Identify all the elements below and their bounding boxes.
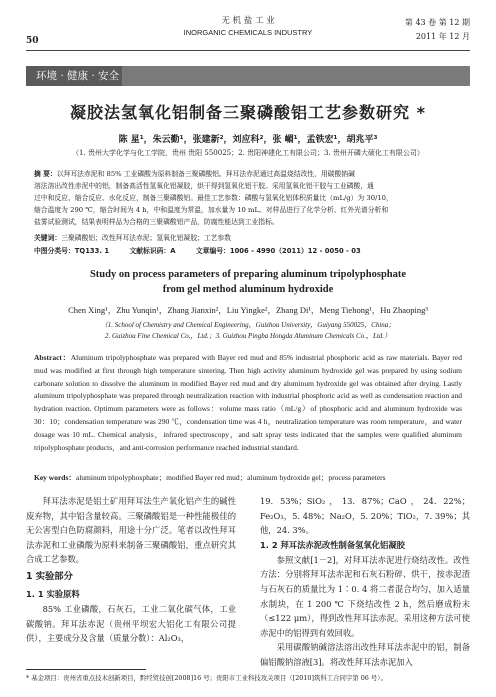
running-header bbox=[26, 14, 470, 50]
abstract-line-3: 过中和反应、缩合反应、水化反应，制备三聚磷酸铝。最佳工艺参数：磷酸与氢氧化铝体积质量比（mL/g）为 30/10， bbox=[34, 194, 393, 202]
keywords-label: 关键词： bbox=[34, 234, 62, 242]
article-title: 凝胶法氢氧化铝制备三聚磷酸铝工艺参数研究 * bbox=[70, 103, 426, 122]
header-rule bbox=[26, 50, 470, 51]
english-affil-line-1: （1. School of Chemistry and Chemical Engineering，Guizhou University，Guiyang 550025，China； bbox=[100, 321, 396, 329]
english-title-line-2: from gel method aluminum hydroxide bbox=[162, 284, 334, 295]
body-column-right bbox=[260, 494, 470, 670]
body-column-left bbox=[26, 494, 236, 646]
classification-line bbox=[34, 245, 462, 255]
method-paragraph-2: 采用碳酸钠碱溶法溶出改性拜耳法赤泥中的铝，制备偏铝酸钠溶液[3]。将改性拜耳法赤泥加入 bbox=[260, 642, 470, 667]
english-title bbox=[26, 267, 470, 297]
subsection-heading-1-1: 1. 1 实验原料 bbox=[26, 588, 80, 599]
abstract-label: 摘 要： bbox=[34, 170, 57, 178]
keywords-text: 三聚磷酸铝；改性拜耳法赤泥；氢氧化铝凝胶；工艺参数 bbox=[61, 234, 232, 242]
journal-name-en: INORGANIC CHEMICALS INDUSTRY bbox=[183, 28, 313, 37]
abstract-line-5: 盐雾试验测试，结果表明样品为合格的三聚磷酸铝产品，防腐性能达到工业指标。 bbox=[34, 218, 279, 226]
document-code: 文献标识码：A bbox=[129, 247, 176, 255]
section-heading-1: 1 实验部分 bbox=[26, 570, 73, 582]
page-number: 50 bbox=[26, 36, 39, 46]
subsection-heading-1-2: 1. 2 拜耳法赤泥改性制备氢氧化铝凝胶 bbox=[260, 539, 405, 550]
abstract-line-2: 溶法溶出改性赤泥中的铝，制备高活性氢氧化铝凝胶，烘干得到氢氧化铝干胶。采用氢氧化铝干胶与工业磷酸，通 bbox=[34, 182, 374, 190]
section-band-label: 环境 · 健康 · 安全 bbox=[26, 66, 122, 86]
abstract-cn bbox=[34, 168, 462, 228]
issue-date: 2011 年 12 月 bbox=[415, 32, 470, 41]
english-abstract-label: Abstract： bbox=[34, 353, 71, 362]
english-affil-line-2: 2. Guizhou Fine Chemical Co.，Ltd.；3. Guizhou Pingba Hongda Aluminum Chemicals Co.，Ltd.） bbox=[104, 332, 392, 340]
keywords-cn bbox=[34, 232, 462, 242]
funding-footnote: * 基金项目：贵州省重点技术创新项目，黔经贸技创[2008]16 号；贵阳市工业科技攻关项目（[2010]筑科工合同字第 06 号）。 bbox=[26, 674, 387, 682]
footnote-rule bbox=[26, 669, 146, 670]
journal-name-cn: 无 机 盐 工 业 bbox=[221, 16, 275, 26]
abstract-line-1: 以拜耳法赤泥和 85% 工业磷酸为原料制备三聚磷酸铝。拜耳法赤泥通过高温烧结改性，用碳酸钠碱 bbox=[56, 170, 355, 178]
composition-paragraph: 19. 53%；SiO₂，13. 87%；CaO，24. 22%；Fe₂O₃，5. 48%；Na₂O，5. 20%；TiO₂，7. 39%；其他，24. 3%。 bbox=[260, 496, 470, 536]
english-keywords-text: aluminum tripolyphosphate；modified Bayer red mud；aluminum hydroxide gel；process parameters bbox=[75, 473, 386, 482]
english-authors: Chen Xing¹，Zhu Yunqin¹，Zhang Jianxin²，Liu Yingke²，Zhang Di¹，Meng Tiehong¹，Hu Zhaoping³ bbox=[68, 305, 428, 315]
english-keywords bbox=[34, 472, 462, 483]
clc-number: 中图分类号：TQ133. 1 bbox=[34, 247, 110, 255]
english-affiliations bbox=[26, 320, 470, 342]
volume-issue: 第 43 卷 第 12 期 bbox=[404, 18, 470, 27]
intro-paragraph: 拜耳法赤泥是铝土矿用拜耳法生产氧化铝产生的碱性废弃物，其中铝含量较高。三聚磷酸铝是一种性能极佳的无公害型白色防腐颜料，用途十分广泛。笔者以改性拜耳法赤泥和工业磷酸为原料来制备三聚磷酸铝，重点研究其合成工艺参数。 bbox=[26, 496, 236, 565]
english-abstract bbox=[34, 352, 462, 454]
article-id: 文章编号：1006 - 4990（2011）12 - 0050 - 03 bbox=[195, 247, 361, 255]
english-abstract-text: Aluminum tripolyphosphate was prepared with Bayer red mud and 85% industrial phosphoric acid as raw materials. Bayer red mud was modified at first through high temperature sintering. Then high activity aluminum hydroxide gel was prepared by using sodium carbonate solution to dissolve the aluminum in modified Bayer red mud and dry aluminum hydroxide gel was obtained after drying. Lastly aluminum tripolyphosphate was prepared through neutralization reaction with industrial phosphoric acid as well as condensation reaction and hydration reaction. Optimum parameters were as follows：volume mass ratio（mL/g）of phosphoric acid and aluminum hydroxide was 30：10；condensation temperature was 290 ℃，condensation time was 4 h，neutralization temperature was room temperature，and water dosage was 10 mL. Chemical analysis，infrared spectroscopy，and salt spray tests indicated that the samples were qualified aluminum tripolyphosphate products，and anti-corrosion performance reached industrial standard. bbox=[34, 353, 462, 452]
section-band bbox=[26, 66, 470, 86]
abstract-line-4: 缩合温度为 290 ℃，缩合时间为 4 h，中和温度为常温，加水量为 10 mL。对样品进行了化学分析、红外光谱分析和 bbox=[34, 206, 389, 214]
english-title-line-1: Study on process parameters of preparing aluminum tripolyphosphate bbox=[89, 269, 407, 280]
method-paragraph: 参照文献[1－2]，对拜耳法赤泥进行烧结改性。改性方法：分别将拜耳法赤泥和石灰石粉碎、烘干，按赤泥渣与石灰石的质量比为 1∶0. 4 将二者混合均匀，加入适量水制块，在 1 200 ℃ 下烧结改性 2 h，然后磨成粉末（≤122 μm），得到改性拜耳法赤泥。采用这种方法可使赤泥中的铝得到有效回收。 bbox=[260, 554, 470, 638]
english-keywords-label: Key words： bbox=[34, 473, 76, 482]
author-list: 陈 星¹，朱云勤¹，张建新²，刘应科²，张 嵋¹，孟铁宏¹，胡兆平³ bbox=[118, 135, 378, 145]
materials-paragraph: 85% 工业磷酸，石灰石，工业二氧化碳气体，工业碳酸钠。拜耳法赤泥（贵州平坝宏大铝化工有限公司提供），主要成分及含量（质量分数）：Al₂O₃， bbox=[26, 603, 236, 644]
affiliations: （1. 贵州大学化学与化工学院，贵州 贵阳 550025；2. 贵阳神建化工有限公司；3. 贵州开磷大硕化工有限公司） bbox=[72, 149, 424, 157]
